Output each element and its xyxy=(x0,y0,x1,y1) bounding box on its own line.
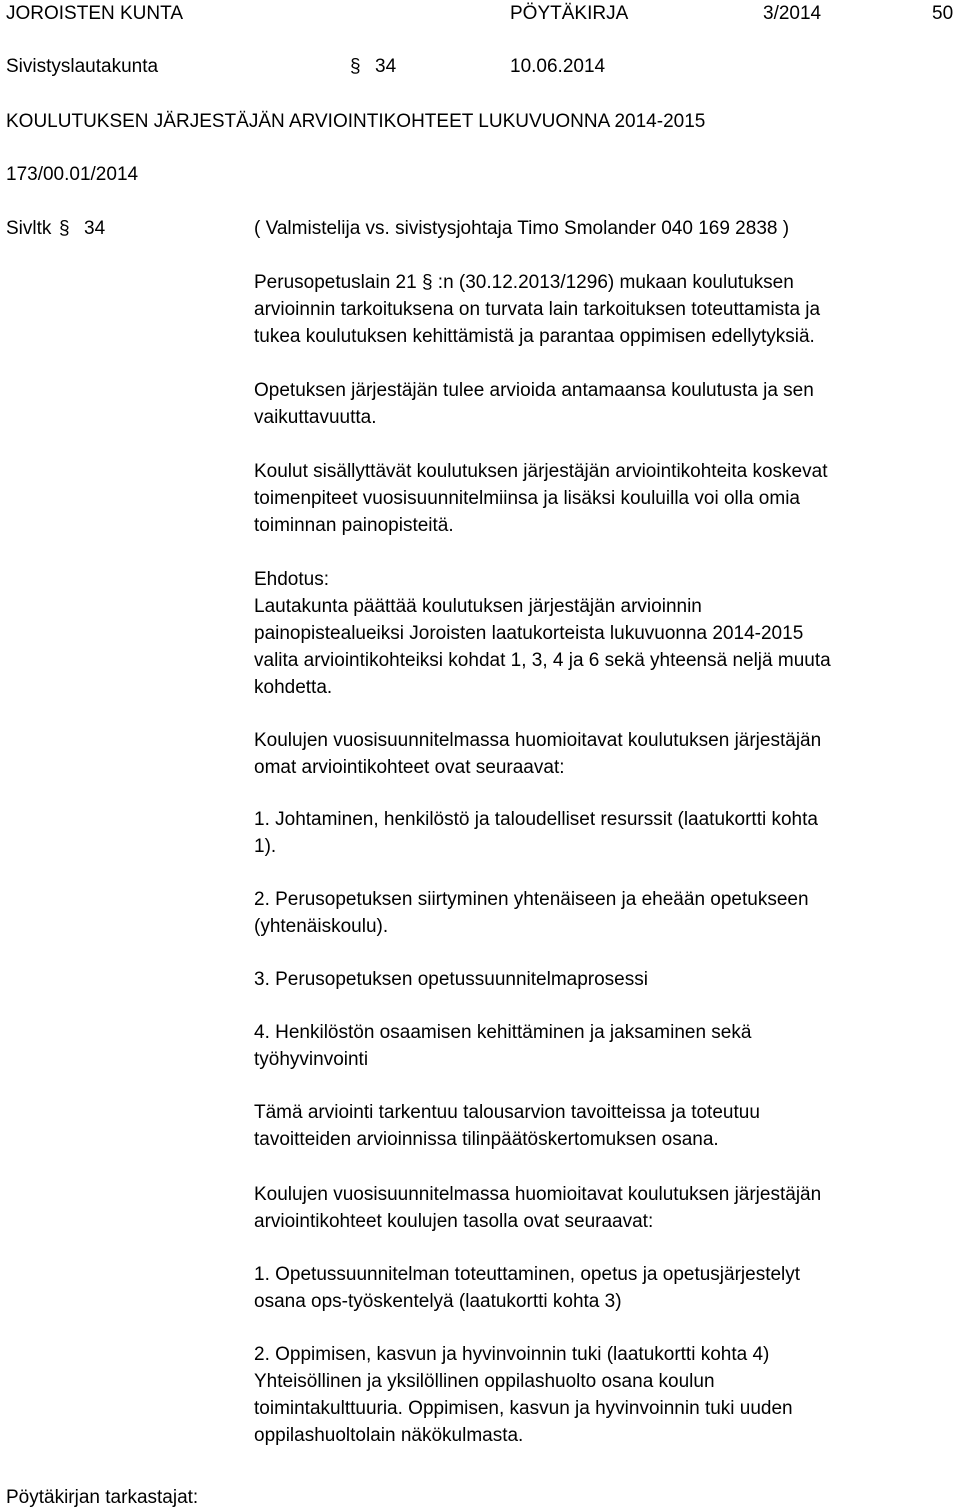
text-line: Lautakunta päättää koulutuksen järjestäjän arvioinnin xyxy=(254,596,702,617)
paragraph xyxy=(254,269,960,350)
document-type: PÖYTÄKIRJA xyxy=(510,3,629,24)
text-line: kohdetta. xyxy=(254,677,333,698)
text-line: valita arviointikohteiksi kohdat 1, 3, 4 ja 6 sekä yhteensä neljä muuta xyxy=(254,650,831,671)
record-number: 173/00.01/2014 xyxy=(6,164,139,185)
section-label: Sivltk xyxy=(6,218,52,239)
text-line: 2. Oppimisen, kasvun ja hyvinvoinnin tuki (laatukortti kohta 4) xyxy=(254,1344,770,1365)
text-line: Yhteisöllinen ja yksilöllinen oppilashuolto osana koulun xyxy=(254,1371,715,1392)
text-line: vaikuttavuutta. xyxy=(254,407,377,428)
meeting-date: 10.06.2014 xyxy=(510,56,606,77)
text-line: 1). xyxy=(254,836,277,857)
municipality-name: JOROISTEN KUNTA xyxy=(6,3,183,24)
text-line: 4. Henkilöstön osaamisen kehittäminen ja jaksaminen sekä xyxy=(254,1022,752,1043)
text-line: tavoitteiden arvioinnissa tilinpäätöskertomuksen osana. xyxy=(254,1129,719,1150)
text-line: Koulut sisällyttävät koulutuksen järjestäjän arviointikohteita koskevat xyxy=(254,461,828,482)
text-line: oppilashuoltolain näkökulmasta. xyxy=(254,1425,524,1446)
page-title: KOULUTUKSEN JÄRJESTÄJÄN ARVIOINTIKOHTEET LUKUVUONNA 2014-2015 xyxy=(6,111,706,132)
text-line: osana ops-työskentelyä (laatukortti kohta 3) xyxy=(254,1291,622,1312)
paragraph xyxy=(254,727,960,781)
text-line: toimenpiteet vuosisuunnitelmiinsa ja lisäksi kouluilla voi olla omia xyxy=(254,488,800,509)
text-line: Koulujen vuosisuunnitelmassa huomioitavat koulutuksen järjestäjän xyxy=(254,1184,822,1205)
section-sign-icon: § xyxy=(350,56,361,77)
text-line: 1. Opetussuunnitelman toteuttaminen, opetus ja opetusjärjestelyt xyxy=(254,1264,801,1285)
header-section-number: 34 xyxy=(375,56,397,77)
preparer-note: ( Valmistelija vs. sivistysjohtaja Timo Smolander 040 169 2838 ) xyxy=(254,218,790,239)
page-number: 50 xyxy=(932,3,954,24)
document-number: 3/2014 xyxy=(763,3,822,24)
text-line: omat arviointikohteet ovat seuraavat: xyxy=(254,757,565,778)
paragraph xyxy=(254,1181,960,1235)
text-line: Ehdotus: xyxy=(254,569,329,590)
text-line: Opetuksen järjestäjän tulee arvioida antamaansa koulutusta ja sen xyxy=(254,380,814,401)
reviewers-label: Pöytäkirjan tarkastajat: xyxy=(6,1487,199,1508)
text-line: 2. Perusopetuksen siirtyminen yhtenäiseen ja eheään opetukseen xyxy=(254,889,809,910)
paragraph xyxy=(254,377,960,431)
text-line: tukea koulutuksen kehittämistä ja parantaa oppimisen edellytyksiä. xyxy=(254,326,815,347)
text-line: 3. Perusopetuksen opetussuunnitelmaprosessi xyxy=(254,969,648,990)
list-item xyxy=(254,1341,960,1449)
board-name: Sivistyslautakunta xyxy=(6,56,159,77)
text-line: 1. Johtaminen, henkilöstö ja taloudelliset resurssit (laatukortti kohta xyxy=(254,809,818,830)
paragraph xyxy=(254,1099,960,1153)
text-line: toiminnan painopisteitä. xyxy=(254,515,454,536)
text-line: Tämä arviointi tarkentuu talousarvion tavoitteissa ja toteutuu xyxy=(254,1102,760,1123)
list-item xyxy=(254,806,960,860)
text-line: Perusopetuslain 21 § :n (30.12.2013/1296) mukaan koulutuksen xyxy=(254,272,794,293)
list-item xyxy=(254,966,960,993)
text-line: painopistealueiksi Joroisten laatukorteista lukuvuonna 2014-2015 xyxy=(254,623,804,644)
text-line: (yhtenäiskoulu). xyxy=(254,916,389,937)
list-item xyxy=(254,1261,960,1315)
text-line: arviointikohteet koulujen tasolla ovat seuraavat: xyxy=(254,1211,654,1232)
proposal-paragraph xyxy=(254,566,960,701)
section-number: 34 xyxy=(84,218,106,239)
paragraph xyxy=(254,458,960,539)
text-line: toimintakulttuuria. Oppimisen, kasvun ja hyvinvoinnin tuki uuden xyxy=(254,1398,793,1419)
list-item xyxy=(254,886,960,940)
section-sign-icon: § xyxy=(59,218,70,239)
text-line: Koulujen vuosisuunnitelmassa huomioitavat koulutuksen järjestäjän xyxy=(254,730,822,751)
list-item xyxy=(254,1019,960,1073)
text-line: työhyvinvointi xyxy=(254,1049,369,1070)
text-line: arvioinnin tarkoituksena on turvata lain tarkoituksen toteuttamista ja xyxy=(254,299,821,320)
